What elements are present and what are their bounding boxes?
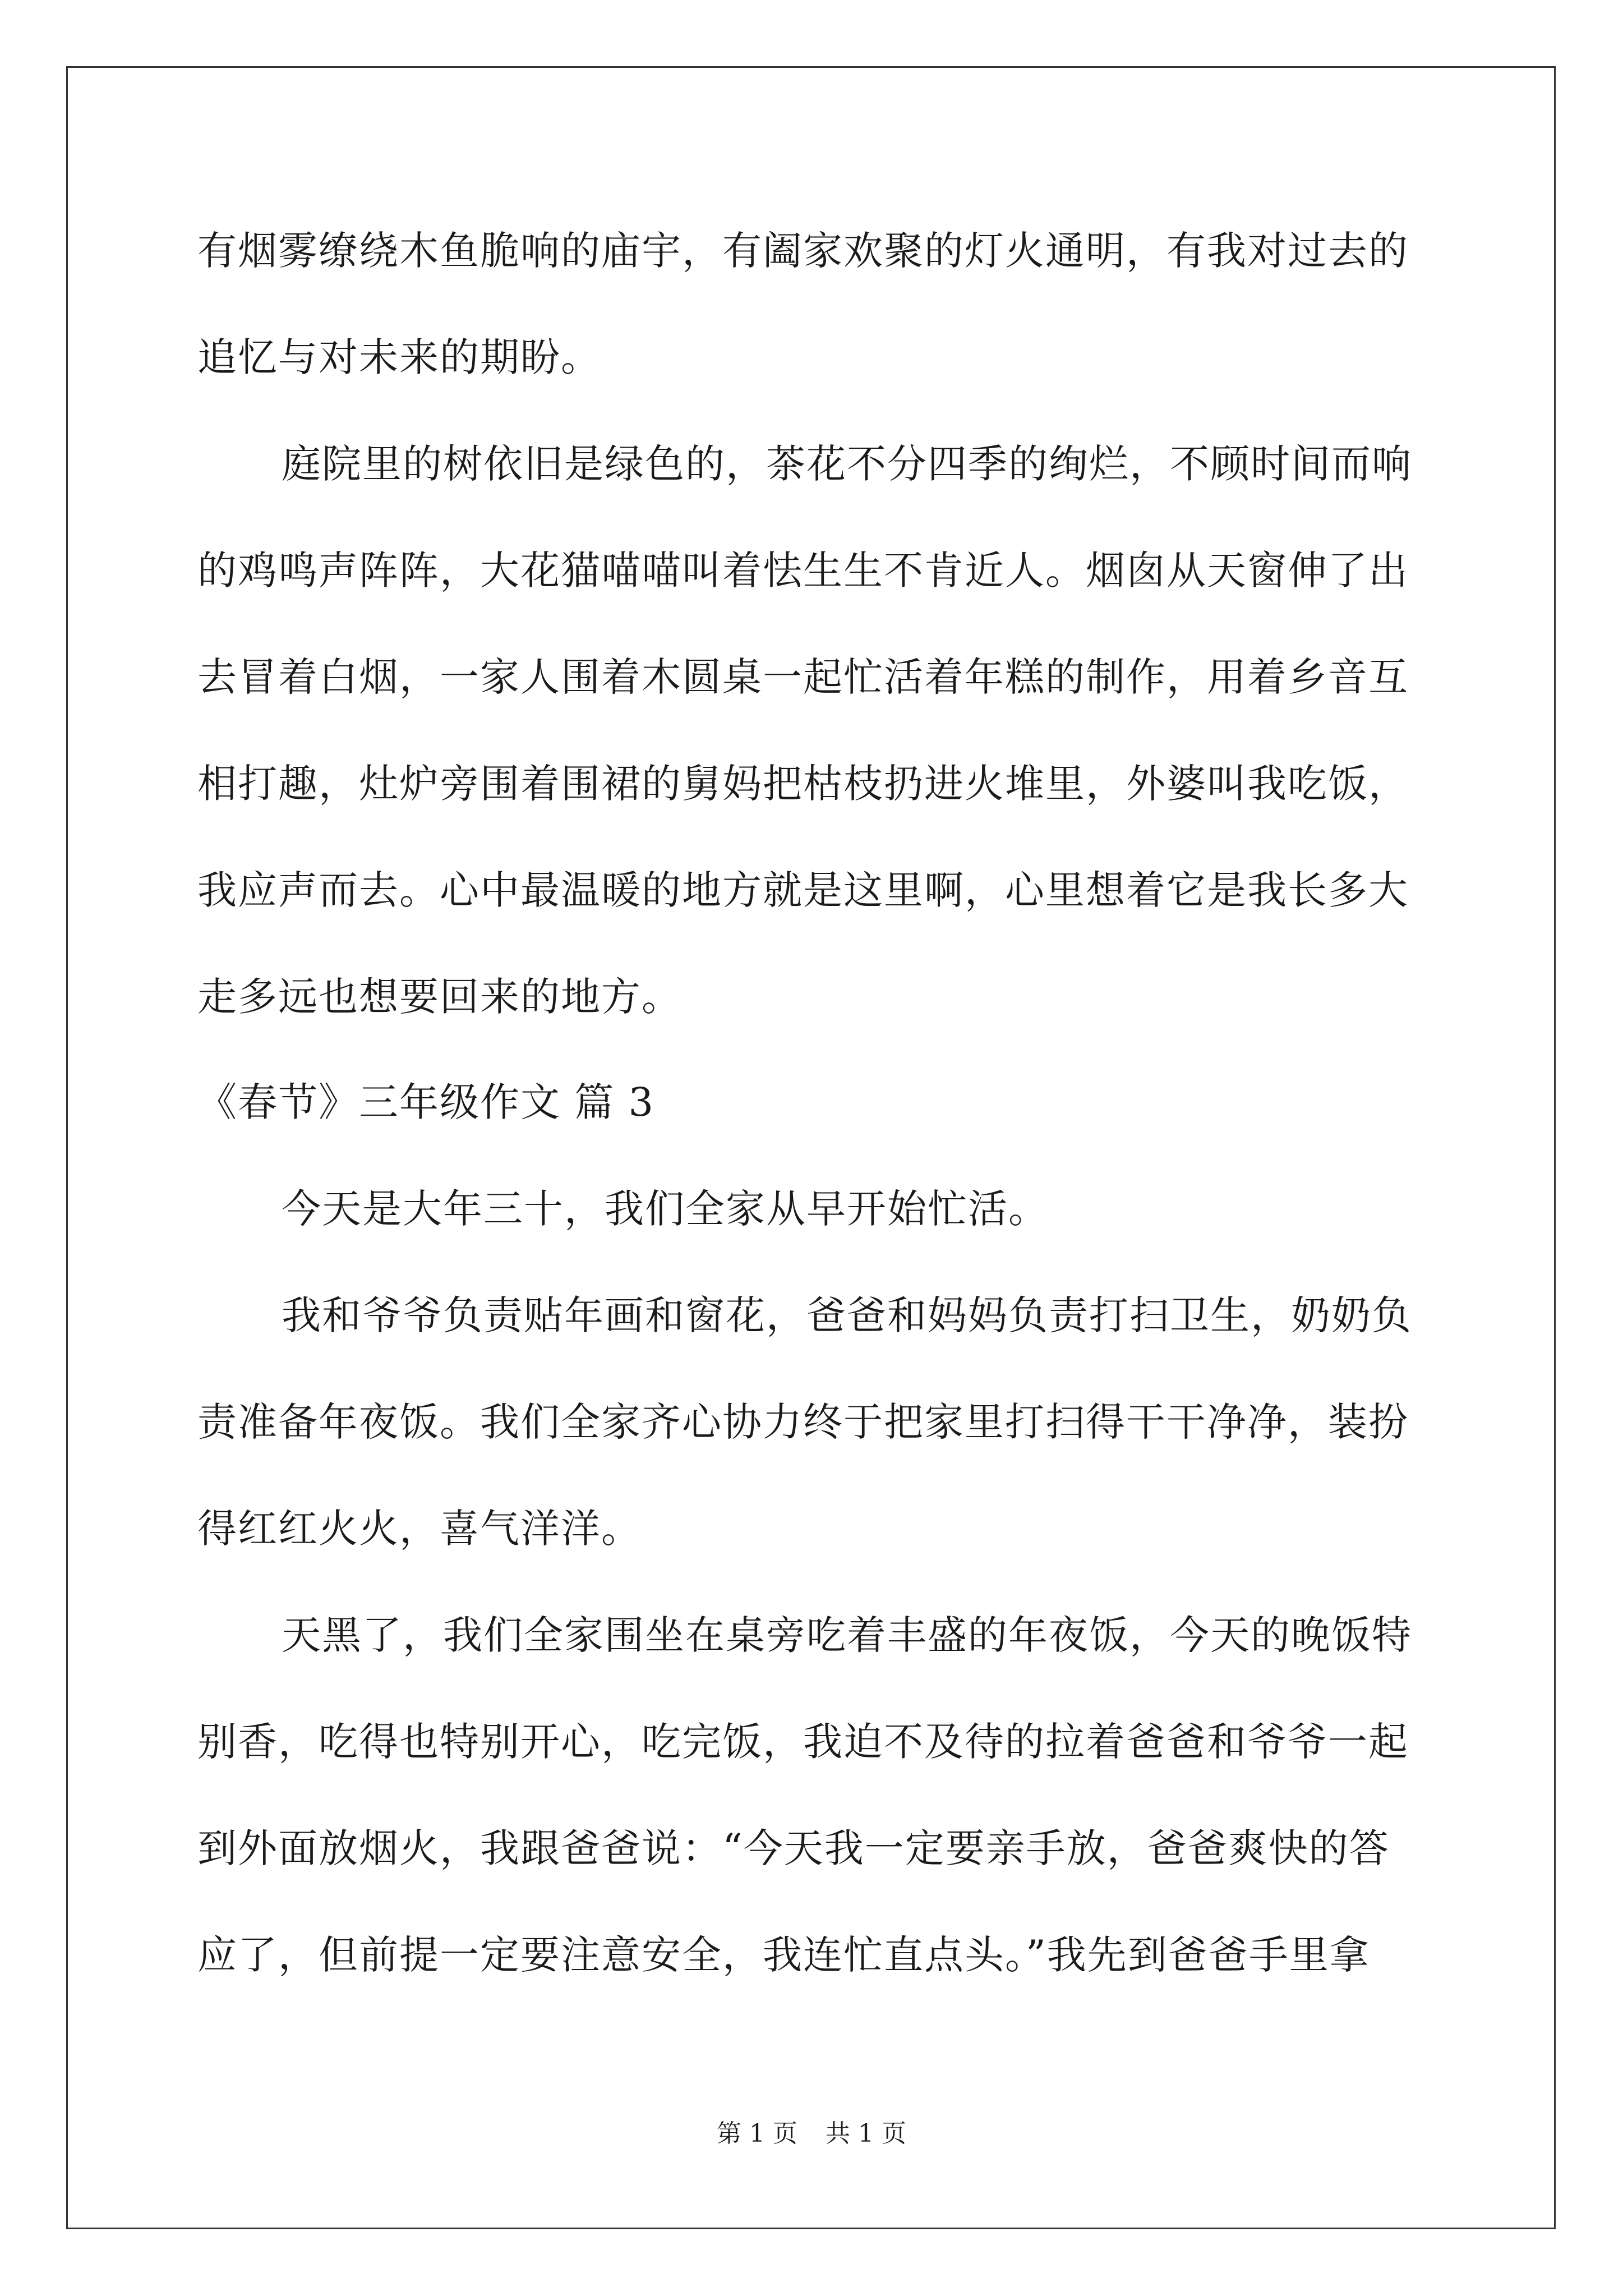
text-line: 得红红火火，喜气洋洋。	[197, 1506, 642, 1552]
text-line: 去冒着白烟，一家人围着木圆桌一起忙活着年糕的制作，用着乡音互	[197, 654, 1409, 700]
text-line: 庭院里的树依旧是绿色的，茶花不分四季的绚烂，不顾时间而响	[282, 441, 1412, 487]
text-line: 别香，吃得也特别开心，吃完饭，我迫不及待的拉着爸爸和爷爷一起	[197, 1719, 1409, 1765]
page-number: 第 1 页	[717, 2119, 797, 2148]
text-line: 到外面放烟火，我跟爸爸说：“今天我一定要亲手放，爸爸爽快的答	[197, 1825, 1390, 1871]
page-total: 共 1 页	[826, 2119, 906, 2148]
text-line: 走多远也想要回来的地方。	[197, 974, 682, 1020]
text-line: 今天是大年三十，我们全家从早开始忙活。	[282, 1186, 1049, 1232]
page-footer	[0, 2117, 1623, 2151]
text-line: 有烟雾缭绕木鱼脆响的庙宇，有阖家欢聚的灯火通明，有我对过去的	[197, 228, 1409, 274]
page-border	[66, 66, 1556, 2229]
text-line: 我和爷爷负责贴年画和窗花，爸爸和妈妈负责打扫卫生，奶奶负	[282, 1292, 1412, 1338]
text-line: 追忆与对未来的期盼。	[197, 334, 601, 380]
text-line: 责准备年夜饭。我们全家齐心协力终于把家里打扫得干干净净，装扮	[197, 1399, 1409, 1445]
text-line: 天黑了，我们全家围坐在桌旁吃着丰盛的年夜饭，今天的晚饭特	[282, 1612, 1412, 1658]
text-line: 的鸡鸣声阵阵，大花猫喵喵叫着怯生生不肯近人。烟囱从天窗伸了出	[197, 547, 1409, 593]
text-line: 我应声而去。心中最温暖的地方就是这里啊，心里想着它是我长多大	[197, 867, 1409, 913]
text-line: 应了，但前提一定要注意安全，我连忙直点头。”我先到爸爸手里拿	[197, 1932, 1370, 1978]
text-line: 相打趣，灶炉旁围着围裙的舅妈把枯枝扔进火堆里，外婆叫我吃饭，	[197, 761, 1409, 807]
section-heading: 《春节》三年级作文 篇 3	[197, 1079, 655, 1125]
